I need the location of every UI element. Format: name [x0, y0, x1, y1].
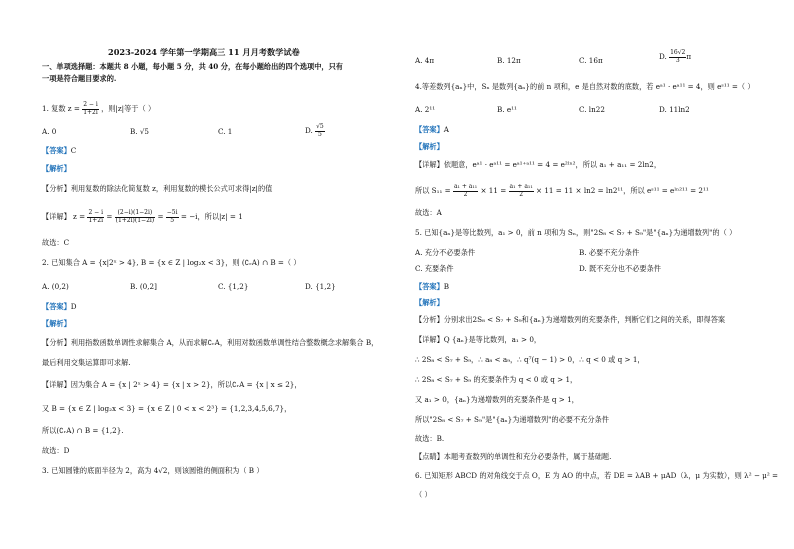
- q5-xiangjie-line2: ∴ 2S₈ < S₇ + S₉，∴ a₈ < a₉，∴ q⁷(q − 1) > 0，∴ q < 0 或 q > 1，: [415, 355, 645, 364]
- q4-option-c: C. ln22: [579, 105, 605, 114]
- q5-dianjing: 【点睛】本题考查数列的单调性和充分必要条件，属于基础题.: [415, 452, 612, 461]
- q1-option-d: D. $\frac{√5}{5}$: [305, 123, 324, 138]
- section1-heading-line2: 一项是符合题目要求的.: [42, 74, 117, 83]
- q4-option-d: D. 11ln2: [659, 105, 690, 114]
- right-column: [397, 0, 794, 549]
- q2-option-b: B. (0,2]: [130, 282, 157, 291]
- q2-option-c: C. {1,2}: [218, 282, 249, 291]
- q2-xiangjie-line3: 所以(∁ᵣA) ∩ B = {1,2}.: [42, 426, 124, 435]
- q5-xiangjie-line5: 所以"2S₈ < S₇ + S₉"是"{aₙ}为递增数列"的必要不充分条件: [415, 415, 609, 424]
- q5-stem: 5. 已知{aₙ}是等比数列，a₁ > 0，前 n 项和为 Sₙ，则"2S₈ < S₇ + S₉"是"{aₙ}为递增数列"的（ ）: [415, 228, 737, 237]
- q2-analysis-tag: 【解析】: [42, 319, 71, 328]
- q1-xiangjie: 【详解】 z = $\frac{2 - i}{1+2i}$ = $\frac{(2-i)(1-2i)}{(1+2i)(1-2i)}$ = $\frac{-5i}{5}$ = −i，所以|z| = 1: [42, 209, 243, 224]
- q4-xiangjie-line1: 【详解】依题意，eᵃ¹ · eᵃ¹¹ = eᵃ¹⁺ᵃ¹¹ = 4 = e²ˡⁿ²，所以 a₁ + a₁₁ = 2ln2，: [415, 160, 662, 169]
- q1-answer: 【答案】C: [42, 146, 77, 155]
- q2-fenxi-line2: 最后利用交集运算即可求解.: [42, 358, 131, 367]
- q3-stem: 3. 已知圆锥的底面半径为 2，高为 4√2，则该圆锥的侧面积为（ B ）: [42, 466, 264, 475]
- q1-option-b: B. √5: [130, 127, 150, 136]
- q5-analysis-tag: 【解析】: [415, 298, 444, 307]
- q4-answer: 【答案】A: [415, 125, 449, 134]
- q6-stem-line1: 6. 已知矩形 ABCD 的对角线交于点 O，E 为 AO 的中点，若 DE = λAB + μAD（λ，μ 为实数），则 λ² − μ² =: [415, 471, 779, 480]
- q4-analysis-tag: 【解析】: [415, 142, 444, 151]
- q2-answer: 【答案】D: [42, 302, 77, 311]
- q1-fenxi: 【分析】利用复数的除法化简复数 z，利用复数的模长公式可求得|z|的值: [42, 184, 273, 193]
- q2-option-d: D. {1,2}: [305, 282, 336, 291]
- q3-option-b: B. 12π: [497, 56, 521, 65]
- q2-xiangjie-line1: 【详解】因为集合 A = {x | 2ˣ > 4} = {x | x > 2}，所以∁ᵣA = {x | x ≤ 2}，: [42, 380, 302, 389]
- q2-option-a: A. (0,2): [42, 282, 69, 291]
- q1-conclusion: 故选：C: [42, 238, 70, 247]
- q5-option-c: C. 充要条件: [415, 264, 454, 273]
- q3-option-c: C. 16π: [579, 56, 603, 65]
- q4-option-b: B. e¹¹: [497, 105, 517, 114]
- q4-option-a: A. 2¹¹: [415, 105, 436, 114]
- q5-fenxi: 【分析】分别求出2S₈ < S₇ + S₉和{aₙ}为递增数列的充要条件，判断它们之间的关系，即得答案: [415, 315, 726, 324]
- q1-option-c: C. 1: [218, 127, 233, 136]
- exam-title: 2023-2024 学年第一学期高三 11 月月考数学试卷: [108, 47, 300, 57]
- q2-fenxi-line1: 【分析】利用指数函数单调性求解集合 A，从而求解∁ᵣA，利用对数函数单调性结合整数概念求解集合 B，: [42, 338, 379, 347]
- q5-option-a: A. 充分不必要条件: [415, 248, 476, 257]
- q3-option-a: A. 4π: [415, 56, 435, 65]
- q1-fraction: $\frac{2 - i}{1+2i}$: [83, 101, 98, 116]
- q6-stem-line2: （ ）: [415, 490, 432, 499]
- q5-xiangjie-line1: 【详解】Q {aₙ}是等比数列，a₁ > 0，: [415, 335, 542, 344]
- section1-heading-line1: 一、单项选择题：本题共 8 小题，每小题 5 分，共 40 分，在每小题给出的四个选项中，只有: [42, 62, 343, 71]
- q2-stem: 2. 已知集合 A = {x|2ˣ > 4}, B = {x ∈ Z | log₂x < 3}，则 (∁ᵣA) ∩ B =（ ）: [42, 258, 301, 267]
- q4-conclusion: 故选：A: [415, 208, 442, 217]
- q4-xiangjie-line2: 所以 S₁₁ = $\frac{\text{a₁ + a₁₁}}{2}$ × 11 = $\frac{\text{a₁ + a₁₁}}{2}$ × 11 = 11 × ln2 = ln2¹¹，所以 eˢ¹¹ = eˡⁿ²¹¹ = 2¹¹: [415, 183, 709, 198]
- q5-option-b: B. 必要不充分条件: [579, 248, 640, 257]
- q1-option-a: A. 0: [42, 127, 57, 136]
- q3-option-d: D. $\frac{16√2}{3}$ π: [659, 49, 692, 64]
- q1-analysis-tag: 【解析】: [42, 164, 71, 173]
- q1-stem: 1. 复数 z = $\frac{2 - i}{1+2i}$ ，则|z|等于（ ）: [42, 101, 156, 116]
- q4-stem: 4.等差数列{aₙ}中，Sₙ 是数列{aₙ}的前 n 项和，e 是自然对数的底数，若 eᵃ¹ · eᵃ¹¹ = 4，则 eˢ¹¹ =（ ）: [415, 82, 755, 91]
- q5-xiangjie-line3: ∴ 2S₈ < S₇ + S₉ 的充要条件为 q < 0 或 q > 1，: [415, 375, 578, 384]
- q5-answer: 【答案】B: [415, 282, 450, 291]
- q5-xiangjie-line4: 又 a₁ > 0，{aₙ}为递增数列的充要条件是 q > 1，: [415, 395, 579, 404]
- q5-option-d: D. 既不充分也不必要条件: [579, 264, 661, 273]
- q2-xiangjie-line2: 又 B = {x ∈ Z | log₂x < 3} = {x ∈ Z | 0 < x < 2³} = {1,2,3,4,5,6,7}，: [42, 404, 292, 413]
- q2-conclusion: 故选：D: [42, 446, 70, 455]
- q5-conclusion: 故选：B.: [415, 434, 445, 443]
